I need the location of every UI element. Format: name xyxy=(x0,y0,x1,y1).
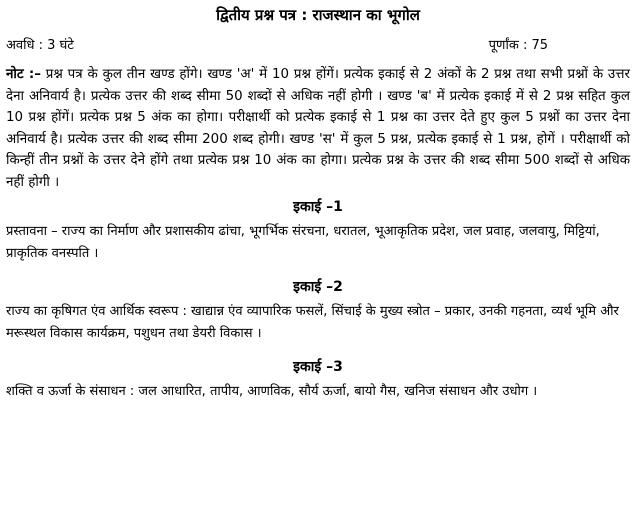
note-label: नोट :– xyxy=(6,67,41,82)
unit-3-body: शक्ति व ऊर्जा के संसाधन : जल आधारित, तापीय, आणविक, सौर्य ऊर्जा, बायो गैस, खनिज संसाधन और उधोग । xyxy=(6,384,538,399)
note-text: प्रश्न पत्र के कुल तीन खण्ड होंगे। खण्ड 'अ' में 10 प्रश्न होंगें। प्रत्येक इकाई से 2 अंकों के 2 प्रश्न तथा सभी प्रश्नों के उत्तर देना अनिवार्य है। प्रत्येक उत्तर की शब्द सीमा 50 शब्दों से अधिक नहीं होगी । खण्ड 'ब' में प्रत्येक इकाई में से 2 प्रश्न सहित कुल 10 प्रश्न होंगें। प्रत्येक प्रश्न 5 अंक का होगा। परीक्षार्थी को प्रत्येक इकाई से 1 प्रश्न का उत्तर देते हुए कुल 5 प्रश्नों का उत्तर देना अनिवार्य है। प्रत्येक उत्तर की शब्द सीमा 200 शब्द होगी। खण्ड 'स' में कुल 5 प्रश्न, प्रत्येक इकाई से 1 प्रश्न, होगें । परीक्षार्थी को किन्हीं तीन प्रश्नों के उत्तर देने होंगे तथा प्रत्येक प्रश्न 10 अंक का होगा। प्रत्येक प्रश्न के उत्तर की शब्द सीमा 500 शब्दों से अधिक नहीं होगी । xyxy=(6,67,630,190)
exam-meta xyxy=(6,36,630,56)
duration-label: अवधि : 3 घंटे xyxy=(6,38,74,53)
unit-2-body: राज्य का कृषिगत एंव आर्थिक स्वरूप : खाद्यान्न एंव व्यापारिक फसलें, सिंचाई के मुख्य स्त्रोत – प्रकार, उनकी गहनता, व्यर्थ भूमि और मरूस्थल विकास कार्यक्रम, पशुधन तथा डेयरी विकास । xyxy=(6,304,619,341)
unit-2-heading: इकाई –2 xyxy=(293,279,343,295)
max-marks-label: पूर्णांक : 75 xyxy=(488,38,548,53)
instructions-note xyxy=(6,64,630,193)
unit-1-heading: इकाई –1 xyxy=(293,199,343,215)
unit-3-heading: इकाई –3 xyxy=(293,359,343,375)
paper-title: द्वितीय प्रश्न पत्र : राजस्थान का भूगोल xyxy=(216,6,420,24)
unit-1-section xyxy=(6,197,630,265)
unit-1-body: प्रस्तावना – राज्य का निर्माण और प्रशासकीय ढांचा, भूगर्भिक संरचना, धरातल, भूआकृतिक प्रदेश, जल प्रवाह, जलवायु, मिट्टियां, प्राकृतिक वनस्पति । xyxy=(6,224,600,261)
unit-2-section xyxy=(6,277,630,345)
unit-3-section xyxy=(6,357,630,403)
